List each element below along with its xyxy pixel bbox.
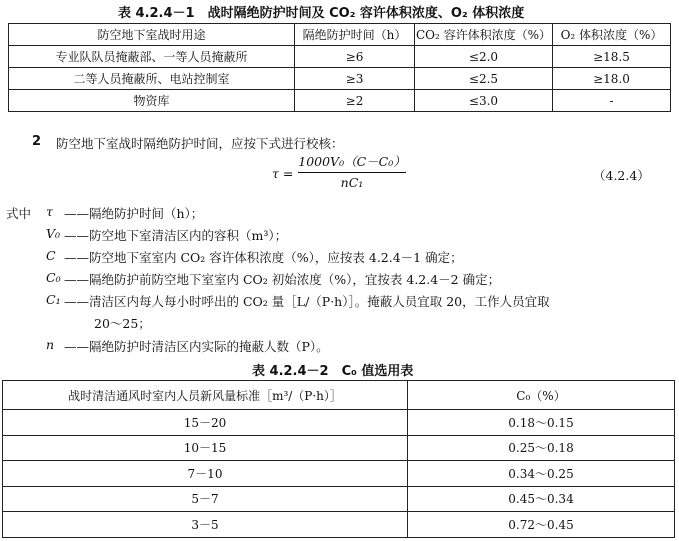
- table-row: [3, 486, 675, 512]
- table-cell: 专业队队员掩蔽部、一等人员掩蔽所: [9, 46, 295, 68]
- definition-symbol: C₀: [46, 270, 61, 285]
- definition-text: ——清洁区内每人每小时呼出的 CO₂ 量［L/（P·h）］。掩蔽人员宜取 20，工作人员宜取: [64, 294, 550, 309]
- table-row: [3, 512, 675, 538]
- table-row: [3, 435, 675, 461]
- fraction-bar: [298, 172, 406, 173]
- table1-title: 表 4.2.4－1 战时隔绝防护时间及 CO₂ 容许体积浓度、O₂ 体积浓度: [118, 6, 525, 21]
- table-row: [3, 410, 675, 436]
- definition-symbol: C: [46, 248, 56, 263]
- table1: [8, 23, 671, 112]
- table1-header-row: [9, 24, 671, 46]
- formula-numerator: 1000V₀（C－C₀）: [298, 154, 406, 169]
- definition-text: ——隔绝防护时清洁区内实际的掩蔽人数（P）。: [64, 339, 329, 354]
- formula-number: （4.2.4）: [593, 168, 650, 183]
- definition-symbol: C₁: [46, 292, 61, 307]
- clause-text: 防空地下室战时隔绝防护时间，应按下式进行校核：: [56, 136, 344, 151]
- table-cell: 0.18～0.15: [408, 410, 675, 436]
- table-cell: ≤2.0: [415, 46, 553, 68]
- table1-header: 防空地下室战时用途: [9, 24, 295, 46]
- definition-symbol: n: [46, 337, 55, 352]
- table1-header: O₂ 体积浓度（%）: [553, 24, 671, 46]
- table-cell: ≤2.5: [415, 68, 553, 90]
- table-cell: ≥6: [295, 46, 415, 68]
- table-cell: 5－7: [3, 486, 408, 512]
- definition-symbol: V₀: [46, 226, 61, 241]
- table-row: [9, 46, 671, 68]
- table-cell: ≥18.5: [553, 46, 671, 68]
- table1-header: 隔绝防护时间（h）: [295, 24, 415, 46]
- definition-text-continued: 20～25；: [94, 316, 151, 331]
- clause-number: 2: [32, 134, 42, 149]
- definition-text: ——防空地下室室内 CO₂ 容许体积浓度（%），应按表 4.2.4－1 确定；: [64, 250, 463, 265]
- table-cell: 10－15: [3, 435, 408, 461]
- table-row: [3, 461, 675, 487]
- table1-header: CO₂ 容许体积浓度（%）: [415, 24, 553, 46]
- table-row: [9, 90, 671, 112]
- table2-header: 战时清洁通风时室内人员新风量标准［m³/（P·h）］: [3, 381, 408, 410]
- table-cell: 物资库: [9, 90, 295, 112]
- table-cell: 0.25～0.18: [408, 435, 675, 461]
- where-label: 式中: [6, 206, 32, 221]
- definition-text: ——隔绝防护前防空地下室室内 CO₂ 初始浓度（%），宜按表 4.2.4－2 确定；: [64, 272, 501, 287]
- table-row: [9, 68, 671, 90]
- table-cell: 0.45～0.34: [408, 486, 675, 512]
- table-cell: ≤3.0: [415, 90, 553, 112]
- table-cell: 0.34～0.25: [408, 461, 675, 487]
- table2: [2, 380, 675, 538]
- table2-header-row: [3, 381, 675, 410]
- table-cell: -: [553, 90, 671, 112]
- formula-lhs: τ =: [272, 166, 294, 181]
- table-cell: 二等人员掩蔽所、电站控制室: [9, 68, 295, 90]
- table-cell: 7－10: [3, 461, 408, 487]
- table2-header: C₀（%）: [408, 381, 675, 410]
- definition-text: ——防空地下室清洁区内的容积（m³）；: [64, 228, 288, 243]
- table-cell: 0.72～0.45: [408, 512, 675, 538]
- formula-denominator: nC₁: [340, 175, 364, 190]
- table-cell: ≥2: [295, 90, 415, 112]
- table-cell: 15－20: [3, 410, 408, 436]
- definition-text: ——隔绝防护时间（h）；: [64, 206, 204, 221]
- definition-symbol: τ: [46, 204, 53, 219]
- table-cell: ≥3: [295, 68, 415, 90]
- table2-title: 表 4.2.4－2 C₀ 值选用表: [252, 364, 414, 379]
- table-cell: 3－5: [3, 512, 408, 538]
- table-cell: ≥18.0: [553, 68, 671, 90]
